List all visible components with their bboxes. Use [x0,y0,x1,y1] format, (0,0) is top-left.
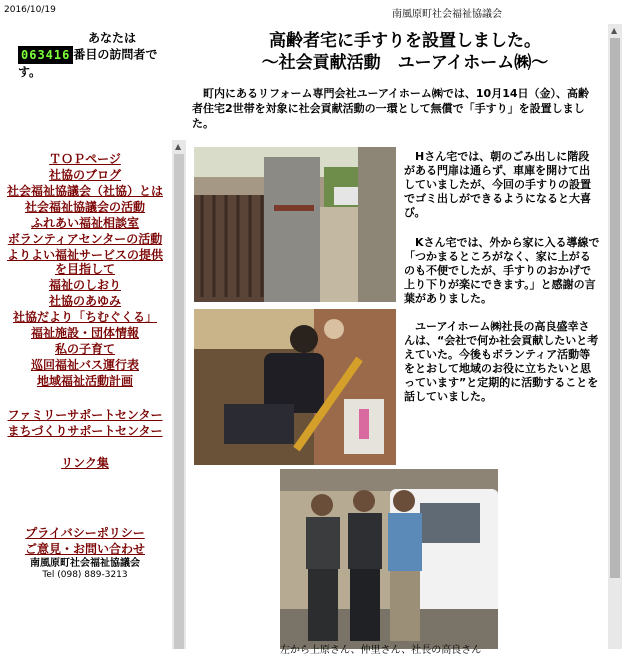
nav-privacy[interactable]: プライバシーポリシー [25,526,145,540]
nav-family-support[interactable]: ファミリーサポートセンター [7,408,163,422]
scroll-up-arrow-icon[interactable]: ▲ [175,142,182,151]
nav-links[interactable]: リンク集 [61,456,109,470]
nav-service[interactable]: よりよい福祉サービスの提供を目指して [6,248,163,276]
date-stamp: 2016/10/19 [4,5,56,15]
title-line-2: ～社会貢献活動 ユーアイホーム㈱～ [261,53,549,73]
nav-contact[interactable]: ご意見・お問い合わせ [24,542,145,556]
nav-activities[interactable]: 社会福祉協議会の活動 [24,200,145,214]
story-k-household: Kさん宅では、外から家に入る導線で「つかまるところがなく、家に上がるのも不便でしたが、手すりのおかげで上り下りが楽にできます。」と感謝の言葉がありました。 [404,236,600,305]
nav-volunteer[interactable]: ボランティアセンターの活動 [7,232,163,246]
visitor-prefix: あなたは [88,31,137,45]
page-title [190,30,620,74]
scroll-up-arrow-icon[interactable]: ▲ [611,26,618,35]
footer-org: 南風原町社会福祉協議会 [30,558,140,569]
nav-scroll-thumb[interactable] [174,154,184,649]
nav-facilities[interactable]: 福祉施設・団体情報 [30,326,139,340]
photo-installation [194,309,396,465]
org-name-header: 南風原町社会福祉協議会 [392,9,502,20]
photo-gate-handrail [194,147,396,302]
left-nav-frame [0,140,170,649]
footer-tel: Tel (098) 889-3213 [42,570,128,580]
nav-consult[interactable]: ふれあい福祉相談室 [30,216,139,230]
visitor-suffix: 番目の訪問者です。 [18,47,158,79]
visitor-counter: 063416 [18,46,73,64]
nav-about[interactable]: 社会福祉協議会（社協）とは [6,184,163,198]
article-intro: 町内にあるリフォーム専門会社ユーアイホーム㈱では、10月14日（金）、高齢者住宅2世帯を対象に社会貢献活動の一環として無償で「手すり」を設置しました。 [192,87,590,130]
nav-history[interactable]: 社協のあゆみ [48,294,121,308]
nav-blog[interactable]: 社協のブログ [48,168,121,182]
main-scrollbar[interactable] [608,24,622,649]
nav-scrollbar[interactable] [172,140,186,649]
title-line-1: 高齢者宅に手すりを設置しました。 [269,31,541,51]
photo-caption: 左から上原さん、仲里さん、社長の高良さん [280,645,482,656]
story-president-quote: ユーアイホーム㈱社長の高良盛幸さんは、“会社で何か社会貢献したいと考えていた。今後もボランティア活動等をとおして地域のお役に立ちたいと思っています”と定期的に活動することを話していました。 [404,320,599,403]
nav-plan[interactable]: 地域福祉活動計画 [36,374,133,388]
photo-staff-group [280,469,498,649]
nav-guide[interactable]: 福祉のしおり [48,278,121,292]
visitor-counter-block [18,30,158,80]
nav-bus[interactable]: 巡回福祉バス運行表 [30,358,139,372]
nav-top[interactable]: ＴＯＰページ [49,152,121,166]
nav-parenting[interactable]: 私の子育て [54,342,115,356]
main-scroll-thumb[interactable] [610,38,620,578]
nav-town-support[interactable]: まちづくりサポートセンター [7,424,163,438]
nav-newsletter[interactable]: 社協だより「ちむぐくる」 [12,310,157,324]
story-h-household: Hさん宅では、朝のごみ出しに階段がある門扉は通らず、車庫を開けて出していましたが、今回の手すりの設置でゴミ出しができるようになると大喜び。 [404,150,591,219]
